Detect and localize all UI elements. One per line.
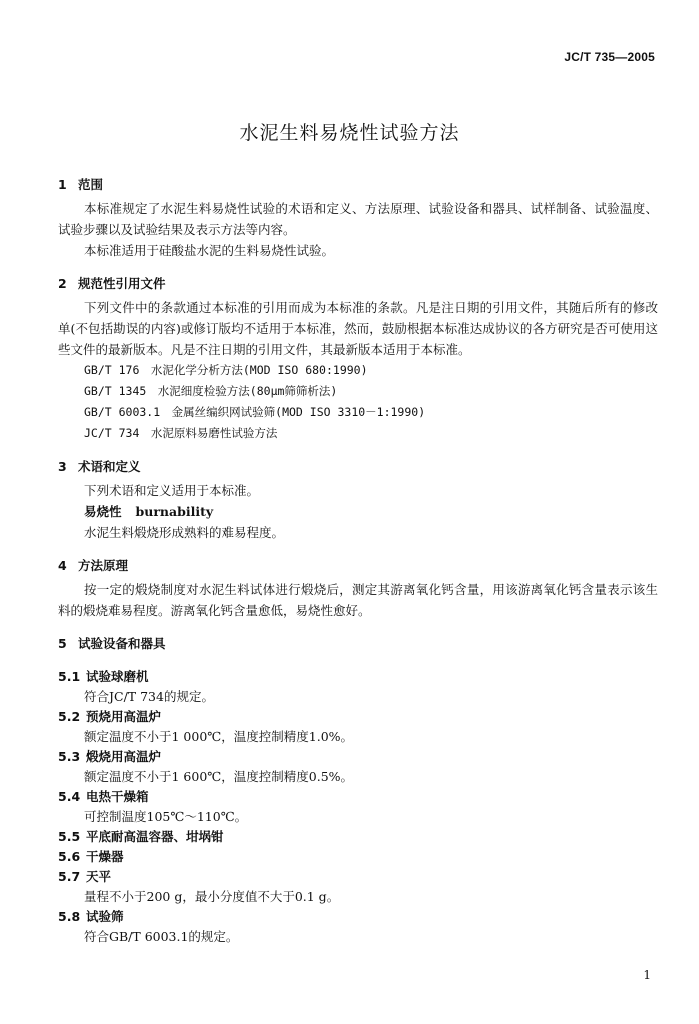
subsection-body: 额定温度不小于1 000℃，温度控制精度1.0%。 bbox=[84, 729, 354, 744]
subsection-5-8 bbox=[58, 907, 658, 927]
term-chinese: 易烧性 bbox=[84, 504, 122, 519]
section-number: 2 bbox=[58, 276, 67, 291]
section-title: 规范性引用文件 bbox=[78, 276, 166, 291]
subsection-body: 可控制温度105℃～110℃。 bbox=[84, 809, 248, 824]
section-4-heading bbox=[58, 557, 658, 575]
section-1-heading bbox=[58, 176, 658, 194]
section-2-paragraph-1: 下列文件中的条款通过本标准的引用而成为本标准的条款。凡是注日期的引用文件，其随后所有的修改单(不包括勘误的内容)或修订版均不适用于本标准，然而，鼓励根据本标准达成协议的各方研究是否可使用这些文件的最新版本。凡是不注日期的引用文件，其最新版本适用于本标准。 bbox=[58, 300, 658, 357]
subsection-body: 额定温度不小于1 600℃，温度控制精度0.5%。 bbox=[84, 769, 354, 784]
section-title: 方法原理 bbox=[78, 558, 129, 573]
subsection-5-1 bbox=[58, 667, 658, 687]
subsection-5-5 bbox=[58, 827, 658, 847]
reference-item: GB/T 6003.1 金属丝编织网试验筛(MOD ISO 3310－1:1990) bbox=[84, 405, 426, 419]
subsection-title: 预烧用高温炉 bbox=[86, 709, 162, 724]
subsection-number: 5.3 bbox=[58, 749, 81, 764]
subsection-number: 5.5 bbox=[58, 829, 81, 844]
subsection-body: 量程不小于200 g，最小分度值不大于0.1 g。 bbox=[84, 889, 340, 904]
subsection-number: 5.2 bbox=[58, 709, 81, 724]
subsection-body: 符合JC/T 734的规定。 bbox=[84, 689, 214, 704]
section-title: 术语和定义 bbox=[78, 459, 141, 474]
document-title: 水泥生料易烧性试验方法 bbox=[239, 122, 460, 144]
subsection-5-6 bbox=[58, 847, 658, 867]
section-4-paragraph-1: 按一定的煅烧制度对水泥生料试体进行煅烧后，测定其游离氧化钙含量，用该游离氧化钙含量表示该生料的煅烧难易程度。游离氧化钙含量愈低，易烧性愈好。 bbox=[58, 582, 658, 618]
term-english: burnability bbox=[135, 504, 214, 519]
subsection-title: 试验球磨机 bbox=[86, 669, 149, 684]
subsection-5-3 bbox=[58, 747, 658, 767]
section-title: 试验设备和器具 bbox=[78, 636, 166, 651]
term-definition: 水泥生料煅烧形成熟料的难易程度。 bbox=[84, 525, 285, 540]
section-number: 1 bbox=[58, 177, 67, 192]
subsection-number: 5.1 bbox=[58, 669, 81, 684]
section-5-heading bbox=[58, 635, 658, 653]
subsection-title: 煅烧用高温炉 bbox=[86, 749, 162, 764]
section-3-heading bbox=[58, 458, 658, 476]
section-title: 范围 bbox=[78, 177, 104, 192]
subsection-title: 平底耐高温容器、坩埚钳 bbox=[86, 829, 224, 844]
subsection-number: 5.4 bbox=[58, 789, 81, 804]
document-body bbox=[58, 176, 658, 947]
section-1-paragraph-2: 本标准适用于硅酸盐水泥的生料易烧性试验。 bbox=[84, 243, 335, 258]
subsection-title: 试验筛 bbox=[86, 909, 124, 924]
subsection-5-7 bbox=[58, 867, 658, 887]
subsection-number: 5.6 bbox=[58, 849, 81, 864]
reference-item: GB/T 1345 水泥细度检验方法(80μm筛筛析法) bbox=[84, 384, 338, 398]
term-entry bbox=[58, 501, 658, 522]
subsection-title: 干燥器 bbox=[86, 849, 124, 864]
section-2-heading bbox=[58, 275, 658, 293]
subsection-5-2 bbox=[58, 707, 658, 727]
standard-code: JC/T 735—2005 bbox=[564, 50, 655, 64]
subsection-body: 符合GB/T 6003.1的规定。 bbox=[84, 929, 239, 944]
section-3-paragraph-1: 下列术语和定义适用于本标准。 bbox=[84, 483, 260, 498]
subsection-title: 电热干燥箱 bbox=[86, 789, 149, 804]
subsection-number: 5.7 bbox=[58, 869, 81, 884]
section-1-paragraph-1: 本标准规定了水泥生料易烧性试验的术语和定义、方法原理、试验设备和器具、试样制备、试验温度、试验步骤以及试验结果及表示方法等内容。 bbox=[58, 201, 658, 237]
section-number: 5 bbox=[58, 636, 67, 651]
section-number: 4 bbox=[58, 558, 67, 573]
subsection-number: 5.8 bbox=[58, 909, 81, 924]
subsection-5-4 bbox=[58, 787, 658, 807]
page-number: 1 bbox=[643, 968, 651, 982]
section-number: 3 bbox=[58, 459, 67, 474]
subsection-title: 天平 bbox=[86, 869, 112, 884]
reference-item: GB/T 176 水泥化学分析方法(MOD ISO 680:1990) bbox=[84, 363, 368, 377]
reference-item: JC/T 734 水泥原料易磨性试验方法 bbox=[84, 426, 278, 440]
